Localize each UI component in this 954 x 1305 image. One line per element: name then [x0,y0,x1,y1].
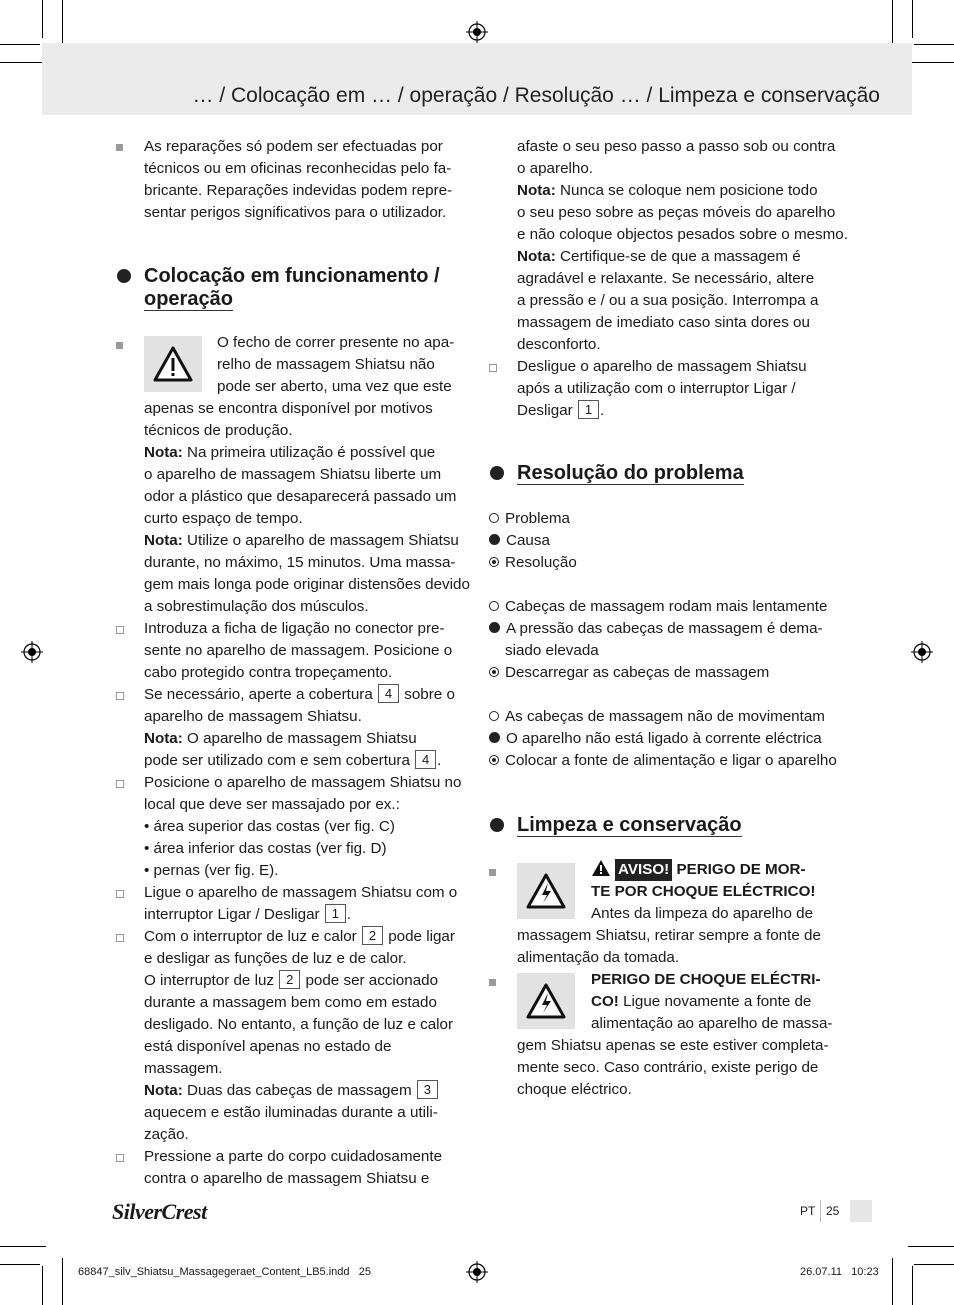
text-line: sentar perigos significativos para o utilizador. [144,204,447,221]
text-line: odor a plástico que desaparecerá passado um [144,488,457,505]
text-line: técnicos de produção. [144,422,293,439]
nota-label: Nota: [144,1082,183,1099]
part-number-box: 3 [417,1080,438,1099]
problem-circle-icon [489,711,499,721]
part-number-box: 1 [325,904,346,923]
text-line: a sobrestimulação dos músculos. [144,598,369,615]
text-line: O fecho de correr presente no apa- [217,334,455,351]
cause-text: A pressão das cabeças de massagem é dema- [506,620,823,637]
part-number-box: 2 [279,970,300,989]
text-line: alimentação da tomada. [517,949,680,966]
part-number-box: 4 [415,750,436,769]
list-item: • pernas (ver fig. E). [144,862,279,879]
text-line: técnicos ou em oficinas reconhecidas pelo fa- [144,160,452,177]
text-line: aquecem e estão iluminadas durante a utili- [144,1104,438,1121]
crop-mark [62,0,63,46]
heading-line: operação [144,288,233,310]
list-item: • área superior das costas (ver fig. C) [144,818,395,835]
repair-note [144,136,474,224]
text-line: choque eléctrico. [517,1081,632,1098]
text-line: PERIGO DE CHOQUE ELÉCTRI- [591,971,821,988]
cause-dot-icon [489,534,500,545]
crop-mark [42,1266,43,1305]
list-item: • área inferior das costas (ver fig. D) [144,840,387,857]
text-line: Pressione a parte do corpo cuidadosamente [144,1148,443,1165]
nota-label: Nota: [144,444,183,461]
square-bullet-icon [489,869,496,876]
solution-target-icon [489,557,499,567]
text-line: local que deve ser massajado por ex.: [144,796,400,813]
text-line: está disponível apenas no estado de massagem. [144,1038,392,1077]
text-line: o aparelho. [517,160,593,177]
text-line: a pressão e / ou a sua posição. Interrompa a [517,292,819,309]
page-title: … / Colocação em … / operação / Resolução … / Limpeza e conservação [192,84,880,107]
registration-mark-icon [911,641,933,663]
text-line: Introduza a ficha de ligação no conector pre- [144,620,445,637]
aviso-label: AVISO! [615,859,672,881]
text-line: contra o aparelho de massagem Shiatsu e [144,1170,430,1187]
crop-mark [912,1266,913,1305]
solution-text: Colocar a fonte de alimentação e ligar o aparelho [505,752,837,769]
legend-problem: Problema [505,510,570,527]
text-line: aparelho de massagem Shiatsu. [144,708,362,725]
text-line: mente seco. Caso contrário, existe perigo de [517,1059,819,1076]
right-column [517,136,857,422]
step-item [144,926,474,1146]
part-number-box: 1 [578,400,599,419]
text-span: Com o interruptor de luz e calor [144,928,357,945]
text-line: relho de massagem Shiatsu não [217,356,435,373]
text-line: bricante. Reparações indevidas podem repre- [144,182,453,199]
crop-mark [914,1264,954,1265]
text-line: o aparelho de massagem Shiatsu liberte um [144,466,442,483]
heading-bullet-icon [490,818,504,832]
registration-mark-icon [466,1261,488,1283]
text-line: desconforto. [517,336,601,353]
text-line: durante, no máximo, 15 minutos. Uma massa- [144,554,456,571]
text-line: gem mais longa pode originar distensões devido [144,576,470,593]
solution-target-icon [489,755,499,765]
text-line: gem Shiatsu apenas se este estiver completa- [517,1037,829,1054]
nota-label: Nota: [517,182,556,199]
text-span: O aparelho de massagem Shiatsu [187,730,417,747]
text-line: afaste o seu peso passo a passo sob ou contra [517,138,836,155]
text-line: Utilize o aparelho de massagem Shiatsu [187,532,459,549]
cleaning-warnings [517,859,847,1101]
checkbox-bullet-icon [116,934,124,942]
file-info: 68847_silv_Shiatsu_Massagegeraet_Content_LB5.indd 25 [78,1266,371,1278]
solution-target-icon [489,667,499,677]
step-item [144,618,474,684]
text-line: pode ser aberto, uma vez que este [217,378,452,395]
text-line: após a utilização com o interruptor Ligar / [517,380,796,397]
registration-mark-icon [466,21,488,43]
crop-mark [914,44,954,45]
text-line: Na primeira utilização é possível que [187,444,436,461]
heading-text: Resolução do problema [517,462,744,484]
text-span: sobre o [404,686,455,703]
crop-mark [0,1264,40,1265]
text-line: sente no aparelho de massagem. Posicione o [144,642,453,659]
heading-bullet-icon [490,466,504,480]
brand-logo: SilverCrest [112,1199,207,1224]
date-info: 26.07.11 10:23 [800,1266,879,1278]
text-line: cabo protegido contra tropeçamento. [144,664,393,681]
problem-text: As cabeças de massagem não de movimentam [505,708,825,725]
text-line: Ligue o aparelho de massagem Shiatsu com o [144,884,458,901]
text-line: TE POR CHOQUE ELÉCTRICO! [591,883,816,900]
crop-mark [0,62,46,63]
registration-mark-icon [21,641,43,663]
text-span: CO! [591,993,619,1010]
text-line: As reparações só podem ser efectuadas por [144,138,443,155]
heading-bullet-icon [117,269,131,283]
cause-dot-icon [489,622,500,633]
crop-mark [892,0,893,46]
solution-text: Descarregar as cabeças de massagem [505,664,770,681]
text-line: durante a massagem bem como em estado [144,994,437,1011]
crop-mark [42,0,43,38]
cause-dot-icon [489,732,500,743]
page-number: 25 [826,1204,840,1218]
text-line: massagem de imediato caso sinta dores ou [517,314,810,331]
text-line: Antes da limpeza do aparelho de [591,905,814,922]
text-span: interruptor Ligar / Desligar [144,906,320,923]
crop-mark [0,44,40,45]
text-line: o seu peso sobre as peças móveis do aparelho [517,204,836,221]
text-line: agradável e relaxante. Se necessário, altere [517,270,815,287]
text-span: pode ligar [388,928,455,945]
nota-label: Nota: [144,730,183,747]
text-span: pode ser utilizado com e sem cobertura [144,752,410,769]
crop-mark [62,1258,63,1305]
warning-item [517,969,847,1101]
text-span: Certifique-se de que a massagem é [560,248,801,265]
text-span: Duas das cabeças de massagem [187,1082,412,1099]
problem-circle-icon [489,601,499,611]
heading-line: Colocação em funcionamento / [144,265,440,287]
section-heading-cleaning [517,814,742,837]
square-bullet-icon [116,144,123,151]
page-tab [850,1200,872,1222]
warning-triangle-icon [591,859,611,877]
section-heading-operation [144,265,440,311]
text-span: Nunca se coloque nem posicione todo [560,182,818,199]
legend-cause: Causa [506,532,550,549]
nota-label: Nota: [144,532,183,549]
cause-text: O aparelho não está ligado à corrente eléctrica [506,730,822,747]
text-line: massagem Shiatsu, retirar sempre a fonte de [517,927,821,944]
text-span: Ligue novamente a fonte de [623,993,812,1010]
problem-circle-icon [489,513,499,523]
crop-mark [0,1246,46,1247]
step-item: Ligue o aparelho de massagem Shiatsu com o interruptor Ligar / Desligar 1 . [144,882,474,926]
footer-divider [820,1200,821,1222]
checkbox-bullet-icon [116,692,124,700]
left-column-body [144,332,474,1190]
crop-mark [912,0,913,38]
checkbox-bullet-icon [489,364,497,372]
checkbox-bullet-icon [116,626,124,634]
step-item: Se necessário, aperte a cobertura 4 sobre o aparelho de massagem Shiatsu. Nota: O aparelho de massagem Shiatsu pode ser utilizado com e sem cobertura 4 . [144,684,474,772]
part-number-box: 2 [362,926,383,945]
text-span: Desligar [517,402,573,419]
checkbox-bullet-icon [116,1154,124,1162]
text-line: e não coloque objectos pesados sobre o mesmo. [517,226,848,243]
language-code: PT [800,1204,816,1218]
text-line: Posicione o aparelho de massagem Shiatsu no [144,774,462,791]
crop-mark [908,1246,954,1247]
square-bullet-icon [116,342,123,349]
text-line: zação. [144,1126,189,1143]
crop-mark [908,62,954,63]
nota-label: Nota: [517,248,556,265]
heading-text: Limpeza e conservação [517,814,742,836]
step-item [144,1146,474,1190]
text-span: pode ser accionado [305,972,439,989]
problem-text: Cabeças de massagem rodam mais lentamente [505,598,828,615]
square-bullet-icon [489,979,496,986]
step-item: Desligue o aparelho de massagem Shiatsu após a utilização com o interruptor Ligar / Desligar 1 . [517,356,857,422]
text-span: O interruptor de luz [144,972,274,989]
legend-solution: Resolução [505,554,577,571]
warning-item [517,859,847,969]
text-span: PERIGO DE MOR- [676,861,806,878]
crop-mark [892,1258,893,1305]
checkbox-bullet-icon [116,890,124,898]
text-line: curto espaço de tempo. [144,510,303,527]
text-line: alimentação ao aparelho de massa- [591,1015,833,1032]
cause-text: siado elevada [505,642,599,659]
part-number-box: 4 [378,684,399,703]
step-item [144,772,474,882]
checkbox-bullet-icon [116,780,124,788]
troubleshooting-table [489,508,859,772]
section-heading-troubleshooting [517,462,744,485]
text-line: desligado. No entanto, a função de luz e calor [144,1016,454,1033]
left-column [144,136,474,224]
text-line: e desligar as funções de luz e de calor. [144,950,407,967]
text-span: Se necessário, aperte a cobertura [144,686,373,703]
text-line: apenas se encontra disponível por motivos [144,400,433,417]
text-line: Desligue o aparelho de massagem Shiatsu [517,358,807,375]
